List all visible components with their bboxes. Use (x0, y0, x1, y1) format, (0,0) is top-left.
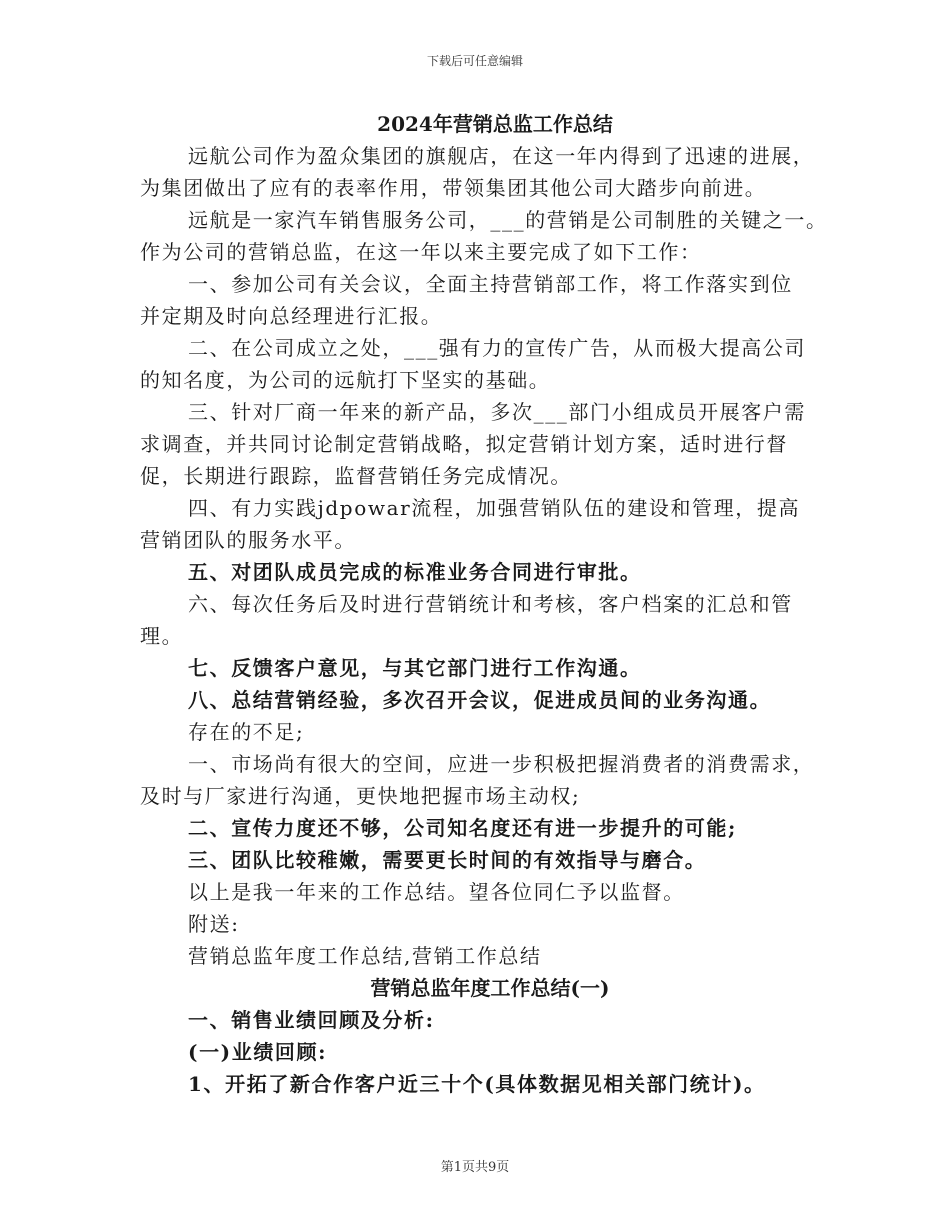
paragraph-line: 及时与厂家进行沟通，更快地把握市场主动权; (140, 784, 581, 808)
paragraph-line: 并定期及时向总经理进行汇报。 (140, 304, 443, 328)
paragraph-line: 营销团队的服务水平。 (140, 528, 356, 552)
header-note: 下载后可任意编辑 (426, 54, 523, 68)
document-body (140, 108, 828, 1100)
paragraph-line: 一、参加公司有关会议，全面主持营销部工作，将工作落实到位 (188, 272, 793, 296)
section-line: 一、销售业绩回顾及分析: (188, 1008, 435, 1032)
section-title: 营销总监年度工作总结(一) (370, 976, 610, 1000)
section-line: (一)业绩回顾: (188, 1040, 328, 1064)
paragraph-line: 五、对团队成员完成的标准业务合同进行审批。 (188, 560, 642, 584)
page-number: 第1页共9页 (440, 1160, 510, 1175)
section-line: 1、开拓了新合作客户近三十个(具体数据见相关部门统计)。 (188, 1072, 766, 1096)
paragraph-line: 二、在公司成立之处，___强有力的宣传广告，从而极大提高公司 (188, 336, 806, 360)
paragraph-line: 二、宣传力度还不够，公司知名度还有进一步提升的可能; (188, 816, 737, 840)
paragraph-line: 六、每次任务后及时进行营销统计和考核，客户档案的汇总和管 (188, 592, 793, 616)
paragraph-line: 附送: (188, 912, 240, 936)
document-title: 2024年营销总监工作总结 (377, 112, 613, 136)
paragraph-line: 远航是一家汽车销售服务公司，___的营销是公司制胜的关键之一。 (188, 208, 828, 232)
paragraph-line: 三、团队比较稚嫩，需要更长时间的有效指导与磨合。 (188, 848, 707, 872)
paragraph-line: 作为公司的营销总监，在这一年以来主要完成了如下工作： (140, 240, 702, 264)
paragraph-line: 远航公司作为盈众集团的旗舰店，在这一年内得到了迅速的进展， (188, 144, 815, 168)
paragraph-line: 求调查，并共同讨论制定营销战略，拟定营销计划方案，适时进行督 (140, 432, 788, 456)
paragraph-line: 为集团做出了应有的表率作用，带领集团其他公司大踏步向前进。 (140, 176, 767, 200)
paragraph-line: 一、市场尚有很大的空间，应进一步积极把握消费者的消费需求， (188, 752, 815, 776)
paragraph-line: 四、有力实践jdpowar流程，加强营销队伍的建设和管理，提高 (188, 496, 801, 520)
paragraph-line: 以上是我一年来的工作总结。望各位同仁予以监督。 (188, 880, 685, 904)
paragraph-line: 存在的不足; (188, 720, 305, 744)
paragraph-line: 促，长期进行跟踪，监督营销任务完成情况。 (140, 464, 572, 488)
paragraph-line: 三、针对厂商一年来的新产品，多次___部门小组成员开展客户需 (188, 400, 806, 424)
paragraph-line: 八、总结营销经验，多次召开会议，促进成员间的业务沟通。 (188, 688, 772, 712)
paragraph-line: 的知名度，为公司的远航打下坚实的基础。 (140, 368, 551, 392)
paragraph-line: 七、反馈客户意见，与其它部门进行工作沟通。 (188, 656, 642, 680)
paragraph-line: 营销总监年度工作总结,营销工作总结 (188, 944, 542, 968)
paragraph-line: 理。 (140, 624, 184, 648)
